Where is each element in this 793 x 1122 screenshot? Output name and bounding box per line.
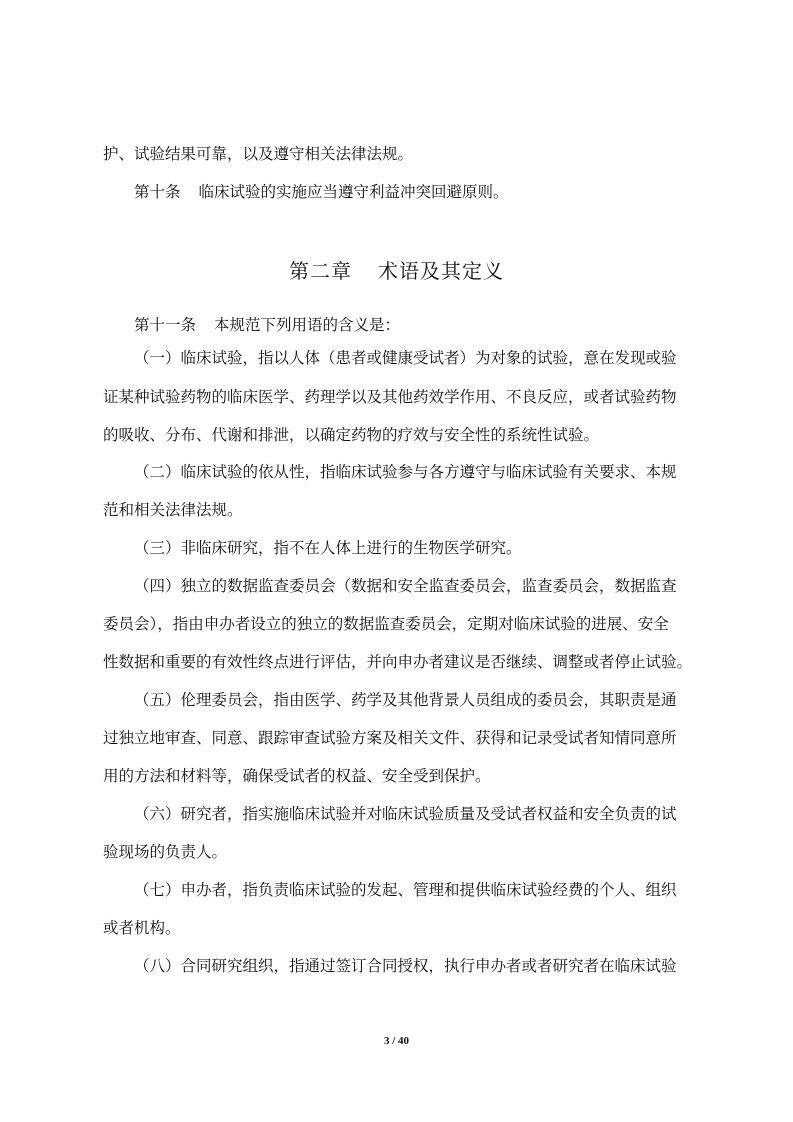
text-line: 过独立地审查、同意、跟踪审查试验方案及相关文件、获得和记录受试者知情同意所 (103, 729, 677, 747)
text-line: （一）临床试验，指以人体（患者或健康受试者）为对象的试验，意在发现或验 (134, 349, 677, 367)
text-line: 委员会），指由申办者设立的独立的数据监查委员会，定期对临床试验的进展、安全 (103, 615, 669, 633)
text-line: 性数据和重要的有效性终点进行评估，并向申办者建议是否继续、调整或者停止试验。 (103, 653, 693, 671)
article-number: 第十一条 (134, 316, 197, 334)
article-text: 本规范下列用语的含义是： (214, 316, 401, 334)
chapter-number: 第二章 (289, 259, 352, 283)
article-number: 第十条 (134, 183, 181, 201)
chapter-heading (0, 258, 793, 284)
chapter-title: 术语及其定义 (378, 259, 504, 283)
text-line: （二）临床试验的依从性，指临床试验参与各方遵守与临床试验有关要求、本规 (134, 463, 677, 481)
text-line: 的吸收、分布、代谢和排泄，以确定药物的疗效与安全性的系统性试验。 (103, 426, 600, 444)
text-line: （五）伦理委员会，指由医学、药学及其他背景人员组成的委员会，其职责是通 (134, 691, 677, 709)
text-line: 或者机构。 (103, 919, 181, 937)
text-line: 证某种试验药物的临床医学、药理学以及其他药效学作用、不良反应，或者试验药物 (103, 388, 677, 406)
text-line: 验现场的负责人。 (103, 843, 228, 861)
page-number: 3 / 40 (383, 1035, 410, 1047)
text-line: 用的方法和材料等，确保受试者的权益、安全受到保护。 (103, 767, 491, 785)
text-line: （四）独立的数据监查委员会（数据和安全监查委员会，监查委员会，数据监查 (134, 577, 677, 595)
text-line: 范和相关法律法规。 (103, 501, 243, 519)
text-line: （七）申办者，指负责临床试验的发起、管理和提供临床试验经费的个人、组织 (134, 881, 677, 899)
text-line: （八）合同研究组织，指通过签订合同授权，执行申办者或者研究者在临床试验 (134, 957, 677, 975)
article-10 (134, 182, 509, 202)
text-line: （三）非临床研究，指不在人体上进行的生物医学研究。 (134, 539, 522, 557)
article-text: 临床试验的实施应当遵守利益冲突回避原则。 (198, 183, 509, 201)
article-11 (134, 315, 400, 335)
text-line: 护、试验结果可靠，以及遵守相关法律法规。 (103, 145, 414, 163)
text-line: （六）研究者，指实施临床试验并对临床试验质量及受试者权益和安全负责的试 (134, 805, 677, 823)
